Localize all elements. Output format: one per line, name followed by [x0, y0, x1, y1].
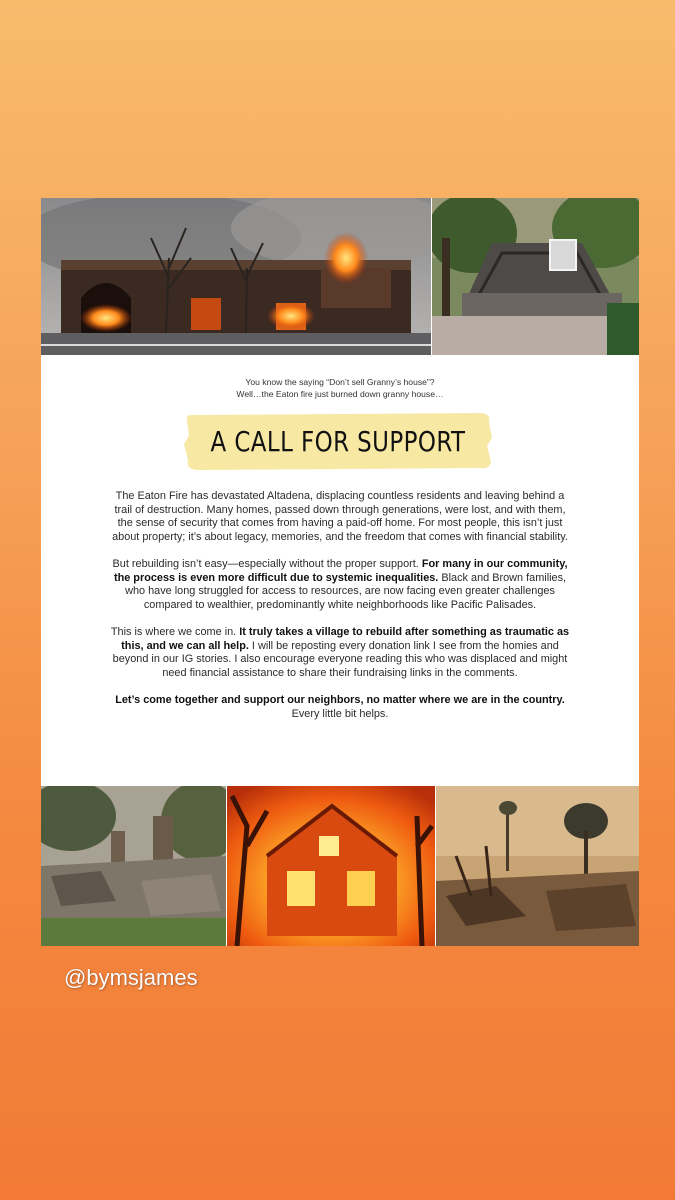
- burned-neighborhood-photo: [436, 786, 639, 946]
- burned-house-ruins-photo: [432, 198, 639, 355]
- flyer-card: [41, 198, 639, 946]
- paragraph-2-text-a: But rebuilding isn’t easy—especially without the proper support.: [112, 557, 422, 570]
- house-on-fire-photo: [227, 786, 435, 946]
- body-text: [107, 490, 573, 735]
- paragraph-3-text-c: I will be reposting every donation link I see from the homies and beyond in our IG stories. I also encourage everyone reading this who was displaced and might need financial assistance to share their fundraising links in the comments.: [112, 639, 568, 679]
- intro-line-2: Well…the Eaton fire just burned down granny house…: [236, 389, 444, 399]
- paragraph-4: [107, 694, 573, 721]
- username-handle[interactable]: @bymsjames: [64, 965, 198, 990]
- paragraph-1-text: The Eaton Fire has devastated Altadena, displacing countless residents and leaving behind a trail of destruction. Many homes, passed down through generations, were lost, and with them, the sense of security that comes from having a paid-off home. For most people, this isn’t just about property; it’s about legacy, memories, and the freedom that comes with financial stability.: [112, 490, 568, 543]
- paragraph-3-text-a: This is where we come in.: [110, 625, 240, 638]
- paragraph-3-bold: It truly takes a village to rebuild after something as traumatic as this, and we can all help.: [121, 625, 570, 652]
- paragraph-4-text-c: Every little bit helps.: [291, 707, 389, 720]
- chimney-ruins-photo: [41, 786, 226, 946]
- paragraph-4-bold: Let’s come together and support our neighbors, no matter where we are in the country.: [115, 693, 565, 706]
- title-banner: [181, 410, 495, 472]
- paragraph-1: [107, 490, 573, 544]
- paragraph-2-bold: For many in our community, the process is even more difficult due to systemic inequalities.: [113, 557, 568, 584]
- paragraph-2: [107, 558, 573, 612]
- burning-building-photo: [41, 198, 431, 355]
- intro-text: [41, 376, 639, 400]
- intro-line-1: You know the saying “Don’t sell Granny’s house”?: [245, 377, 435, 387]
- page-title: A CALL FOR SUPPORT: [210, 424, 466, 458]
- paragraph-3: [107, 626, 573, 680]
- paragraph-2-text-c: Black and Brown families, who have long struggled for access to resources, are now facing even greater challenges compared to wealthier, predominantly white neighborhoods like Pacific Palisades.: [125, 571, 567, 611]
